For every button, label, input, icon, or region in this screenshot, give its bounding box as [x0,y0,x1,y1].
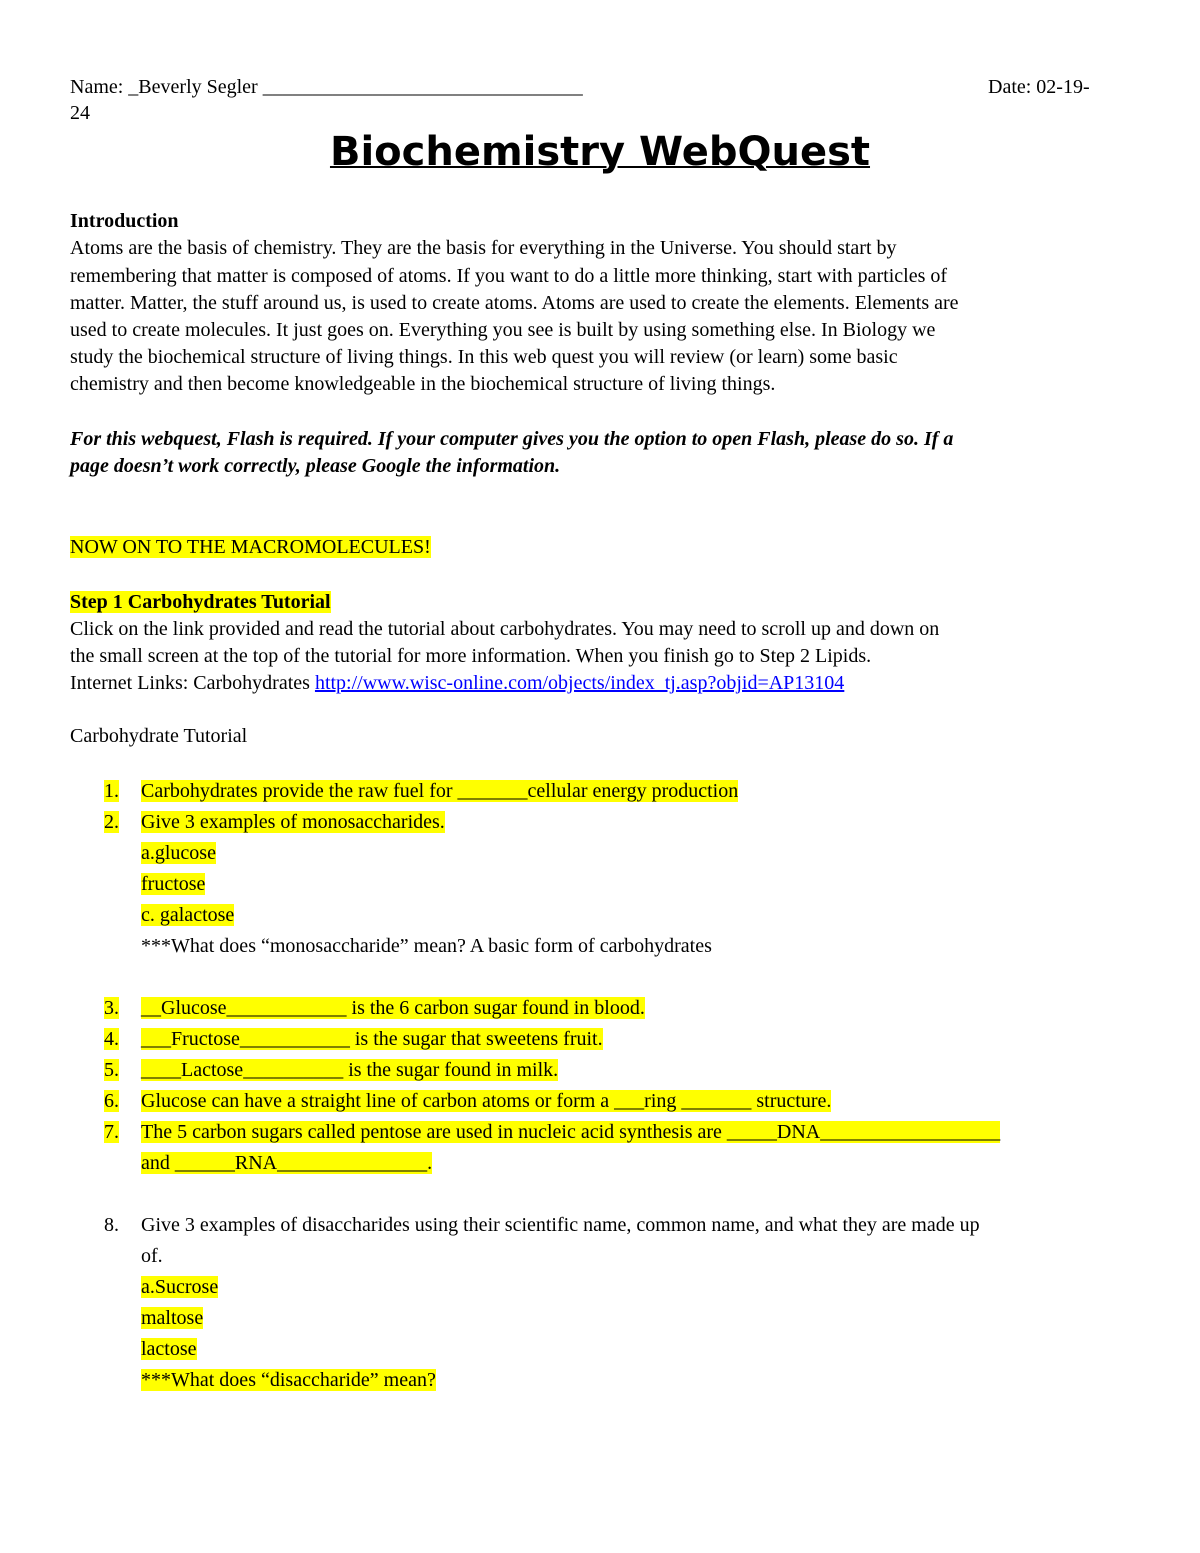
question-number: 2. [104,811,119,833]
answer-item: a.Sucrose [141,1276,219,1298]
question-number: 1. [104,780,119,802]
question-3-text: __Glucose____________ is the 6 carbon sugar found in blood. [141,997,645,1019]
question-number: 6. [104,1090,119,1112]
question-5-text: ____Lactose__________ is the sugar found in milk. [141,1059,559,1081]
intro-line: Atoms are the basis of chemistry. They are the basis for everything in the Universe. You should start by [70,237,897,259]
answer-item: maltose [141,1307,204,1329]
question-number: 4. [104,1028,119,1050]
flash-note-line: For this webquest, Flash is required. If your computer gives you the option to open Flash, please do so. If a [70,428,954,450]
question-8-line: Give 3 examples of disaccharides using their scientific name, common name, and what they are made up [141,1214,980,1236]
answer-item: fructose [141,873,206,895]
flash-note-line: page doesn’t work correctly, please Google the information. [70,455,561,477]
carbohydrates-link[interactable]: http://www.wisc-online.com/objects/index_tj.asp?objid=AP13104 [314,672,845,694]
question-4-text: ___Fructose___________ is the sugar that sweetens fruit. [141,1028,603,1050]
date-field: Date: 02-19- [988,76,1090,98]
intro-line: study the biochemical structure of living things. In this web quest you will review (or learn) some basic [70,346,898,368]
step1-line: the small screen at the top of the tutorial for more information. When you finish go to Step 2 Lipids. [70,645,872,667]
question-6-text: Glucose can have a straight line of carbon atoms or form a ___ring _______ structure. [141,1090,832,1112]
question-1-text: Carbohydrates provide the raw fuel for _______cellular energy production [141,780,739,802]
page-title: Biochemistry WebQuest [329,129,871,175]
intro-line: chemistry and then become knowledgeable in the biochemical structure of living things. [70,373,776,395]
answer-item: c. galactose [141,904,235,926]
intro-line: remembering that matter is composed of atoms. If you want to do a little more thinking, start with particles of [70,265,948,287]
date-field-wrap: 24 [70,102,90,124]
question-number: 7. [104,1121,119,1143]
question-number: 3. [104,997,119,1019]
step1-line: Click on the link provided and read the tutorial about carbohydrates. You may need to scroll up and down on [70,618,940,640]
disaccharide-note: ***What does “disaccharide” mean? [141,1369,436,1391]
question-7-line: and ______RNA_______________. [141,1152,433,1174]
question-7-line: The 5 carbon sugars called pentose are used in nucleic acid synthesis are _____DNA__________________ [141,1121,1001,1143]
intro-line: used to create molecules. It just goes on. Everything you see is built by using something else. In Biology we [70,319,936,341]
tutorial-label: Carbohydrate Tutorial [70,725,248,747]
macromolecules-heading: NOW ON TO THE MACROMOLECULES! [70,536,431,558]
answer-item: a.glucose [141,842,216,864]
monosaccharide-note: ***What does “monosaccharide” mean? A basic form of carbohydrates [141,935,712,957]
intro-heading: Introduction [70,210,179,232]
question-number: 8. [104,1214,119,1236]
question-number: 5. [104,1059,119,1081]
intro-line: matter. Matter, the stuff around us, is used to create atoms. Atoms are used to create the elements. Elements are [70,292,959,314]
internet-links-line [70,670,844,696]
question-2-text: Give 3 examples of monosaccharides. [141,811,445,833]
internet-links-label: Internet Links: Carbohydrates [70,672,315,694]
step1-heading: Step 1 Carbohydrates Tutorial [70,591,331,613]
question-8-line: of. [141,1245,163,1267]
name-field: Name: _Beverly Segler ________________________________ [70,76,583,98]
answer-item: lactose [141,1338,197,1360]
